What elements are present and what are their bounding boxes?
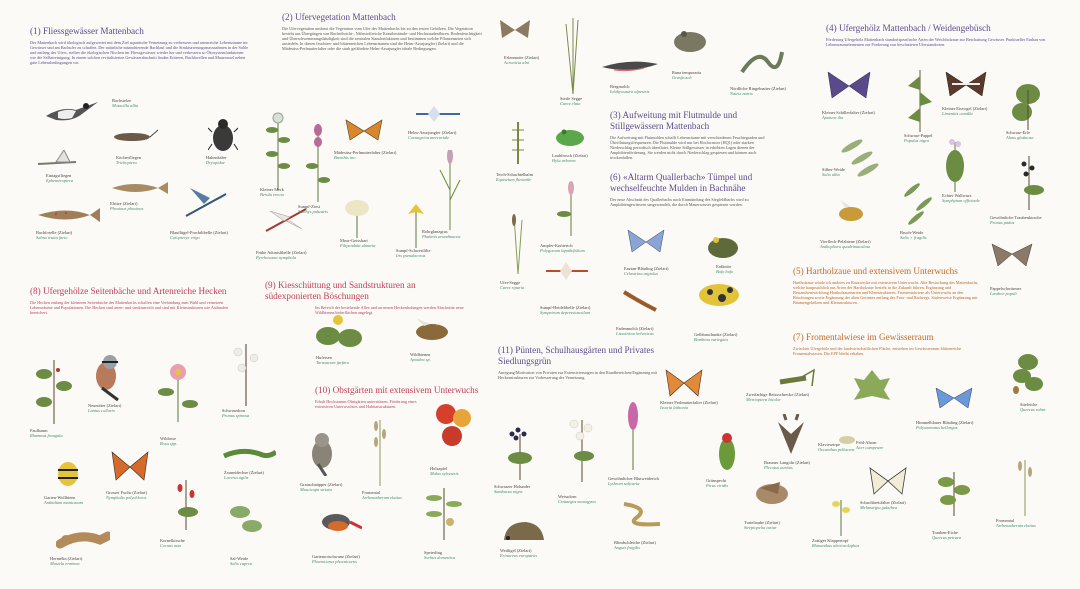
maple-illustration [852, 366, 892, 410]
heidelibelle-illustration [544, 262, 590, 280]
newt2-illustration [622, 288, 658, 314]
label-merk: Kleiner Merk Berula erecta [260, 187, 284, 198]
shrike-illustration [88, 354, 128, 402]
label-weissdorn: Weissdorn Crataegus monogyna [558, 494, 596, 505]
tortoiseshell-illustration [110, 450, 150, 484]
label-perlmutter2: Kleiner Perlmutterfalter (Zielart) Issoria lathonia [660, 400, 718, 411]
section-6-text: Der neue Abschnitt des Quallerbachs nach Einmündung des Siegfeldbachs wird zu Amphibiengewässern umgewandelt, die durch Mauerwasser gespiesen werden. [610, 197, 749, 207]
equisetum-illustration [508, 120, 528, 164]
stoat-illustration [56, 528, 110, 552]
section-10-title: (10) Obstgärten mit extensivem Unterwuchs [315, 385, 479, 395]
section-1 [30, 26, 250, 65]
section-2-title: (2) Ufervegetation Mattenbach [282, 12, 396, 22]
redstart-illustration [316, 508, 362, 536]
label-grashuepfer: Zweifarbige Beissschrecke (Zielart) Metrioptera bicolor [746, 392, 810, 403]
label-zauneidechse: Zauneidechse (Zielart) Lacerta agilis [224, 470, 264, 481]
label-ringelnatter: Nördliche Ringelnatter (Zielart) Natrix natrix [730, 86, 787, 97]
label-schachbrett: Schachbrettfalter (Zielart) Melanargia galathea [860, 500, 906, 511]
section-10-text: Erhalt Hochstamm Obstgärten unterstützen. Förderung eines extensiven Unterwuchses und Habitatstrukturen. [315, 399, 417, 409]
woolbee-illustration [52, 456, 84, 490]
bee-illustration [834, 198, 868, 226]
label-bachforelle: Bachforelle (Zielart) Salmo trutta fario [36, 230, 73, 241]
fritillary-illustration [344, 118, 384, 144]
label-schachtelhalm: Teich-Schachtelhalm Equisetum fluviatile [496, 172, 533, 183]
hawthorn-illustration [562, 412, 602, 482]
section-5-title: (5) Hartholzaue und extensivem Unterwuchs [793, 266, 958, 276]
section-9-title: (9) Kiesschüttung und Sandstrukturen an südexponierten Böschungen [265, 280, 416, 301]
label-blaeuling: Enzian-Bläuling (Zielart) Celastrina argiolus [624, 266, 669, 277]
section-5-text: Hartholzaue würde ich anderes zu Bauzwecke mit extensivem Unterwuchs. Alte Bestockung des Mattenbachs, welche hauptsächlich aus Arten der Hartholzaue besteht in die Zukunft führen. Ergänzung und Bestandsentwicklung Hartholzauenarten und Kleinstrukturen. Fromentalwiese als Unterwuchs an den Böschungen sowie Ergänzung der alten Gerinnes entlang des Fuss- und Radwegs. Stufenweise Ergänzung mit Bäumengehölzen und Kleinstrukturen. [793, 280, 979, 305]
bat-illustration [776, 414, 806, 454]
coltsfoot-illustration [314, 310, 364, 352]
section-3 [610, 110, 770, 160]
stachys-illustration [306, 122, 330, 202]
slowworm-illustration [620, 498, 664, 530]
label-ufersegge: Ufer-Segge Carex riparia [500, 280, 525, 291]
phalaris-illustration [438, 150, 462, 230]
label-fromental: Fromental Arrhenatherum elatius [362, 490, 402, 501]
label-schwarzdorn: Schwarzdorn Prunus spinosa [222, 408, 250, 419]
label-eisvogel: Kleiner Eisvogel (Zielart) Limenitis camilla [942, 106, 988, 117]
fritillary2-illustration [664, 368, 704, 398]
section-2-text: Die Ufervegetation umfasst die Vegetation vom Ufer des Mattenbachs bis zu den ersten Gehölzen. Die Vegetation besteht aus Übergängen von Bachröhricht-, Nährstoffreiche Krautbestände- und Hochstaudenfluren. Bodenfeuchtigkeit und Überschwemmungshäufigkeit sind die zentralen Standortfaktoren und bestimmen welche Pflanzenarten sich ansiedeln. In diesen feuchten- und blütenreichen Lebensräumen sind die Heim-Azurjungfer (Zielart) und die Mädesüss-Perlmutterfalter oder die stark gefährdete Helm-Azurjungfer ideale Bedingungen. [282, 26, 482, 51]
label-langohr: Braunes Langohr (Zielart) Plecotus auritus [764, 460, 811, 471]
section-1-title: (1) Fliessgewässer Mattenbach [30, 26, 144, 36]
lizard-illustration [222, 444, 276, 464]
label-sumpfziest: Sumpf-Ziest Stachys palustris [298, 204, 328, 215]
label-erlenmotte: Erlenmotte (Zielart) Acronicta alni [504, 55, 540, 66]
beetle-illustration [208, 118, 238, 154]
newt-illustration [600, 58, 660, 76]
label-grauschnaepper: Grauschnäpper (Zielart) Muscicapa striata [300, 482, 343, 493]
label-gruenspecht: Grünspecht Picus viridis [706, 478, 729, 489]
label-perlmutter: Mädesüss-Perlmutterfalter (Zielart) Brenthis ino [334, 150, 397, 161]
label-neuntoeter: Neuntöter (Zielart) Lanius collurio [88, 403, 122, 414]
section-8-text: Die Hecken entlang der kleineren Seitenbäche des Mattenbachs schaffen eine Verbindung zum Wald und vernetzen Lebensräume und Populationen. Die Hecken sind arten- und strukturreich und sind mit Kleinstrukturen wie Asthaufen bereichert. [30, 300, 229, 315]
section-11-title: (11) Pünten, Schulhausgärten und Privates Siedlungsgrün [498, 345, 655, 366]
silberweide-illustration [840, 136, 880, 178]
label-bruchweide: Bruch-Weide Salix × fragilis [900, 230, 927, 241]
section-7-title: (7) Fromentalwiese im Gewässerraum [793, 332, 934, 342]
poplar-illustration [902, 66, 938, 132]
label-laubfrosch: Laubfrosch (Zielart) Hyla arborea [552, 153, 588, 164]
label-holzapfel: Holzapfel Malus sylvestris [430, 466, 459, 477]
label-knoeterich: Ampfer-Knöterich Polygonum lapathifolium [540, 243, 585, 254]
moth-illustration [498, 18, 532, 42]
dove-illustration [750, 476, 794, 510]
fromental-illustration [368, 416, 392, 486]
rose-illustration [156, 362, 200, 422]
label-wallwurz: Echter Wallwurz Symphytum officinale [942, 193, 980, 204]
azure-damsel-illustration [414, 106, 462, 122]
frog-illustration [672, 26, 708, 54]
berula-illustration [262, 110, 294, 190]
label-koecherfliegen: Köcherfliegen Trichoptera [116, 155, 142, 166]
prunus-illustration [1010, 150, 1048, 210]
label-traubeneiche: Trauben-Eiche Quercus petraea [932, 530, 962, 541]
label-bergmolch: Bergmolch Ichthyosaura alpestris [610, 84, 650, 95]
label-schillerfalter: Kleiner Schillerfalter (Zielart) Apatura ilia [822, 110, 875, 121]
label-gelbbauchunke: Gelbbauchunke (Zielart) Bombina variegata [694, 332, 738, 343]
section-9 [265, 280, 465, 315]
label-schwarzpappel: Schwarz-Pappel Populus nigra [904, 133, 933, 144]
oak-illustration [1008, 350, 1048, 398]
label-adonislibelle: Frühe Adonislibelle (Zielart) Pyrrhosoma nymphula [256, 250, 307, 261]
faulbaum-illustration [34, 356, 74, 424]
label-traubenkirsche: Gewöhnliche Traubenkirsche Prunus padus [990, 215, 1042, 226]
label-himmelblau: Himmelblauer Bläuling (Zielart) Polyommatus bellargus [916, 420, 974, 431]
blackthorn-illustration [226, 340, 266, 406]
woodpecker-illustration [712, 430, 742, 476]
section-8-title: (8) Ufergehölze Seitenbäche und Artenreiche Hecken [30, 286, 227, 296]
wagtail-illustration [42, 98, 100, 128]
section-8 [30, 286, 245, 315]
section-4 [826, 23, 1058, 47]
label-steifesegge: Steife Segge Carex elata [560, 96, 583, 107]
label-kornelkirsche: Kornelkirsche Cornus mas [160, 538, 185, 549]
treefrog-illustration [554, 124, 586, 148]
comfrey-illustration [940, 136, 970, 192]
loosestrife-illustration [618, 400, 648, 470]
label-pappelschwaermer: Pappelschwärmer Laothoe populi [990, 286, 1022, 297]
apple-illustration [432, 400, 474, 456]
label-turteltaube: Turteltaube (Zielart) Streptopelia turtur [744, 520, 780, 531]
label-blindschleiche: Blindschleiche (Zielart) Anguis fragilis [614, 540, 656, 551]
ufersegge-illustration [508, 210, 528, 274]
label-klavierzirpe: Klavierzirpe Oecanthus pellucens [818, 442, 855, 453]
label-igel: Weißigel (Zielart) Erinaceus europaeus [500, 548, 538, 559]
minnow-illustration [110, 180, 168, 196]
quercus-petraea-illustration [934, 466, 974, 516]
grasshopper-illustration [776, 368, 816, 390]
bruchweide-illustration [902, 180, 938, 230]
section-7-text: Zwischen Ufergehölz und der landwirtschaftlichen Fläche, entstehen im Gewässerraum blütenreiche Fromentalwiesen. Die EFF bleibt erhalten. [793, 346, 962, 356]
label-vierfleck: Vierfleck-Pelzbiene (Zielart) Anthophora quadrimaculata [820, 239, 871, 250]
label-moorgeissbart: Moor-Geissbart Filipendula ulmaria [340, 238, 376, 249]
fromental2-illustration [1010, 456, 1040, 516]
label-feldahorn: Feld-Ahorn Acer campestre [856, 440, 884, 451]
section-4-text: Förderung Ufergehölz Mattenbach standortspezifische Arten der Weichholzaue zur Beschattung Gewässer. Punktueller Einbau von Lebensraumelementen zur Förderung von beschatteten Uferstandorten. [826, 37, 1046, 47]
section-1-text: Der Mattenbach wird ökologisch aufgewertet mit dem Ziel aquatische Vernetzung zu verbessern und artenreiche Lebensräume im Gewässer und am Bachufer zu schaffen. Der natürliche mäandrierende Bachlauf und die Strukturierungsmassnahmen in der Sohle und entlang des Ufers, stellen die ökologischen Nischen im Fliessgewässer wieder her und verbessern so Ökosystemfunktionen wie die Selbstreinigung. In einem solchen revitalisierten Gewässerabschnitt finden Eritreen, Bachforellen und Mauerassel neben gute Lebensbedingungen vor. [30, 40, 249, 65]
hawkmoth-illustration [990, 240, 1034, 268]
label-bachstelze: Bachstelze Motacilla alba [112, 98, 138, 109]
section-3-text: Die Aufweitung mit Flutmulden schafft Lebensräume mit verschiedenen Feuchtegraden und Überflutungsfrequenzen. Die Flutmulde wird nur bei Hochwasser (HQ1) oder starken Niederschlag periodisch überflutet. Kleine Stillgewässer in erhöhten Lagen dienen der Amphibienförderung. Sie werden nicht durch Niederschlag gespiesen und können auch trockenfallen. [610, 135, 765, 160]
label-erdkroete: Erdkröte Bufo bufo [716, 264, 734, 275]
label-wildrose: Wildrose Rosa spp. [160, 436, 178, 447]
label-speierling: Speierling Sorbus domestica [424, 550, 456, 561]
snake-illustration [738, 44, 786, 78]
label-heidelibelle: Sumpf-Heidelibelle (Zielart) Sympetrum depressiusculum [540, 305, 591, 316]
salweide-illustration [226, 500, 266, 540]
section-11 [498, 345, 658, 380]
section-11-text: Anregung/Motivation von Privaten zur Extensivierungen in den Randbereichen/Ergänzung mit Heckenstrukturen zur Vorbesserung der Vernetzung. [498, 370, 658, 380]
label-wollbiene: Garten-Wollbiene Anthidium manicatum [44, 495, 83, 506]
alder-illustration [1008, 80, 1048, 130]
label-eintagsfliegen: Eintagsfliegen Ephemeroptera [46, 173, 74, 184]
section-6 [610, 172, 775, 207]
section-4-title: (4) Ufergehölz Mattenbach / Weidengebüsch [826, 23, 991, 33]
label-azurjungfer: Helm-Azurjungfer (Zielart) Coenagrion mercuriale [408, 130, 457, 141]
label-fadenmolch: Fadenmolch (Zielart) Lissotriton helveticus [616, 326, 654, 337]
label-rana: Rana temporaria Grasfrosch [672, 70, 702, 81]
filipendula-illustration [340, 198, 374, 238]
label-hermelin: Hermelin (Zielart) Mustela erminea [50, 556, 83, 567]
label-elritze: Elritze (Zielart) Phoxinus phoxinus [110, 201, 144, 212]
label-schwertlilie: Sumpf-Schwertlilie Iris pseudacorus [396, 248, 431, 259]
trout-illustration [36, 206, 100, 224]
blue-butterfly-illustration [626, 228, 666, 256]
mayfly-illustration [36, 150, 80, 172]
label-schwarzerle: Schwarz-Erle Alnus glutinosa [1006, 130, 1034, 141]
section-7 [793, 332, 973, 356]
section-5 [793, 266, 983, 305]
flycatcher-illustration [304, 430, 340, 476]
label-fuchs: Grosser Fuchs (Zielart) Nymphalis polychloros [106, 490, 147, 501]
label-prachtlibelle: Blauflügel-Prachtlibelle (Zielart) Calopteryx virgo [170, 230, 228, 241]
label-holunder: Schwarzer Holunder Sambucus nigra [494, 484, 531, 495]
elder-illustration [498, 424, 542, 480]
wildbee-illustration [408, 316, 456, 342]
label-wildbienen: Wildbienen Apoidea sp. [410, 352, 431, 363]
unke-illustration [696, 280, 742, 310]
section-3-title: (3) Aufweitung mit Flutmulde und Stillgewässern Mattenbach [610, 110, 738, 131]
toad-illustration [706, 230, 740, 260]
label-faulbaum: Faulbaum Rhamnus frangula [30, 428, 63, 439]
label-klappertopf: Zottiger Klappertopf Rhinanthus alectorolophus [812, 538, 860, 549]
damselfly-illustration [180, 184, 234, 220]
label-fromental2: Fromental Arrhenatherum elatius [996, 518, 1036, 529]
section-2 [282, 12, 482, 51]
label-hakenkaefer: Hakenkäfer Dryopidae [206, 155, 227, 166]
label-salweide: Sal-Weide Salix caprea [230, 556, 252, 567]
schillerfalter-illustration [826, 70, 872, 102]
caddisfly-illustration [110, 128, 158, 146]
adonis-blue-illustration [934, 386, 974, 410]
rattle-illustration [826, 496, 856, 536]
label-hufeisen: Hufeisen Taraxacum farfara [316, 355, 350, 366]
section-6-title: (6) «Altarm Quallerbach» Tümpel und wechselfeuchte Mulden in Bachnähe [610, 172, 753, 193]
carex-illustration [560, 14, 586, 94]
label-rohrglanz: Rohrglanzgras Phalaris arundinacea [422, 229, 461, 240]
label-stieleiche: Stieleiche Quercus robur [1020, 402, 1046, 413]
sorbus-illustration [422, 484, 466, 540]
section-9-text: Im Bereich der bestehende Allee und an neuen Heckenholungen werden Abschnitte neue Wildbienenförderflächen angelegt. [315, 305, 464, 315]
marbled-white-illustration [868, 466, 908, 496]
label-gartenrotschwanz: Gartenrotschwanz (Zielart) Phoenicurus phoenicurus [312, 554, 360, 565]
hedgehog-illustration [500, 518, 546, 544]
cornus-illustration [166, 474, 206, 530]
label-blutweiderich: Gewöhnlicher Blutweiderich Lythrum salicaria [608, 476, 659, 487]
label-silberweide: Silber-Weide Salix alba [822, 167, 845, 178]
iris-illustration [404, 200, 428, 248]
eisvogel-illustration [944, 70, 988, 100]
polygonum-illustration [556, 180, 586, 236]
